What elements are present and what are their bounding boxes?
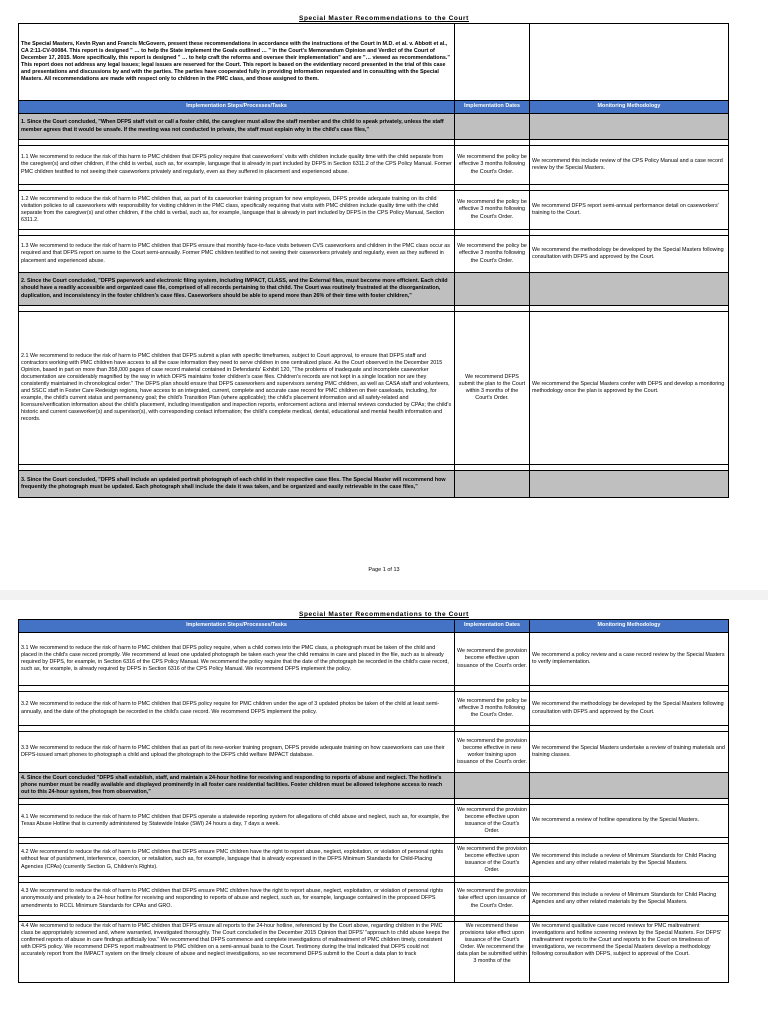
recommendation-row [19, 312, 729, 465]
date-4-3: We recommend the provision take effect upon issuance of the Court's Order. [455, 883, 530, 916]
recommendation-3-2: 3.2 We recommend to reduce the risk of harm to PMC children that DFPS policy require for PMC children under the age of 3 updated photos be taken of the child at least semi-annually, and the date of the photograph be recorded in the child's case record. We recommend DFPS implement the policy. [19, 692, 455, 726]
recommendation-3-1: 3.1 We recommend to reduce the risk of harm to PMC children that DFPS policy require, when a child comes into the PMC class, a photograph must be taken of the child and placed in the child's case record promptly. We recommend at least one updated photograph be taken each year the child remains in care and placed in the file, such as is already required by DFPS, for example, in Section 6316 of the CPS Policy Manual. We recommend the policy require that the date of the photograph be recorded in the child's case record, such as, for example, is already required by DFPS in Section 6316 of the CPS Policy Manual. We recommend DFPS implement the policy. [19, 633, 455, 686]
recommendation-row [19, 236, 729, 273]
recommendation-4-3: 4.3 We recommend to reduce the risk of harm to PMC children that DFPS ensure PMC children have the right to report abuse, neglect, exploitation, or violation of personal rights anonymously and privately to a 24-hour hotline for receiving and responding to reports of abuse and neglect, such as, for example, language contained in the proposed DFPS amendments to RCCL Minimum Standards for CPAs and GRO. [19, 883, 455, 916]
date-3-3: We recommend the provision become effective in new worker training upon issuance of the Court's order. [455, 732, 530, 773]
intro-paragraph: The Special Masters, Kevin Ryan and Francis McGovern, present these recommendations in accordance with the instructions of the Court in M.D. et al. v. Abbott et al., CA 2:11-CV-00084. This report is designed " … to help the State implement the Goals outlined … " in the Court's Memorandum Opinion and Verdict of the Court of December 17, 2015. More specifically, this report is designed " … to help craft the reforms and oversee their implementation" and are "… viewed as recommendations." This report does not address any legal issues; legal issues are reserved for the Court. This report is based on the evidentiary record presented in the trial of this case and presentations and discussions by and with the parties. The parties have cooperated fully in providing information requested and in consulting with the Special Masters. All recommendations are made with respect only to children in the PMC class, and those assigned to them. [19, 24, 455, 101]
header-steps: Implementation Steps/Processes/Tasks [19, 620, 455, 633]
monitoring-4-2: We recommend this include a review of Minimum Standards for Child Placing Agencies and any other related materials by the Special Masters. [530, 844, 729, 877]
date-3-1: We recommend the provision become effective upon issuance of the Court's order. [455, 633, 530, 686]
recommendation-3-3: 3.3 We recommend to reduce the risk of harm to PMC children that as part of its new-worker training program, DFPS provide adequate training on how caseworkers can use their DFPS-issued smart phones to photograph a child and upload the photograph to the DFPS child welfare IMPACT database. [19, 732, 455, 773]
header-monitoring: Monitoring Methodology [530, 101, 729, 114]
recommendations-table-page-1 [18, 23, 729, 498]
recommendation-1-2: 1.2 We recommend to reduce the risk of harm to PMC children that, as part of its caseworker training program for new employees, DFPS provide adequate training on its child visitation policies to all caseworkers with responsibility for visiting children in the PMC class, specifically requiring that visits with PMC children include quality time with the child separate from the caregiver(s) and other children, if the child is verbal, such as, for example, language that is already in part included by DFPS in the CPS Policy Manual, Section 6311.2. [19, 191, 455, 230]
recommendation-row [19, 191, 729, 230]
recommendation-row [19, 805, 729, 838]
finding-row [19, 471, 729, 498]
header-dates: Implementation Dates [455, 620, 530, 633]
recommendation-row [19, 146, 729, 185]
finding-row [19, 114, 729, 140]
recommendation-2-1: 2.1 We recommend to reduce the risk of harm to PMC children that DFPS submit a plan with specific timeframes, subject to Court approval, to ensure that DFPS staff and contractors working with PMC children have access to all the case information they need to serve children in one centralized place. As the Court observed in the December 2015 Opinion, based in part on more than 358,000 pages of case record material contained in Defendants' Exhibit 120, "The problems of inadequate and incomplete caseworker documentation are considerably magnified by the way in which DFPS maintains foster children's case files. Children's records are not kept in a single location nor are they consistently maintained in chronological order." The DFPS plan should ensure that DFPS caseworkers and supervisors serving PMC children, as well as CASA staff and volunteers, and SSCC staff in Foster Care Redesign regions, have access to an integrated, current, complete and accurate case record for PMC children on their caseloads, including, for example, the child's current status and permanency goal; the child's Transition Plan (where applicable); the child's placement information and all safety-related and licensure/verification information about the child's placement, including investigation and inspection reports, enforcement actions and internal reviews conducted by CPAs; the child's historic and current caseworker(s) and supervisor(s), with corresponding contact information; the child's complete medical, dental, educational and mental health information and records. [19, 312, 455, 465]
date-1-3: We recommend the policy be effective 3 months following the Court's Order. [455, 236, 530, 273]
recommendation-1-3: 1.3 We recommend to reduce the risk of harm to PMC children that DFPS ensure that monthly face-to-face visits between CVS caseworkers and children in the PMC class occur as required and that DFPS report on same to the Court semi-annually. Former PMC children testified to not seeing their caseworkers privately and regularly, even as they suffered in placement and experienced abuse. [19, 236, 455, 273]
finding-3: 3. Since the Court concluded, "DFPS shall include an updated portrait photograph of each child in their respective case files. The Special Master will recommend how frequently the photograph must be updated. Each photograph shall include the date it was taken, and be organized and easily retrievable in the case files," [19, 471, 455, 498]
header-steps: Implementation Steps/Processes/Tasks [19, 101, 455, 114]
monitoring-3-2: We recommend the methodology be developed by the Special Masters following consultation with DFPS and approved by the Court. [530, 692, 729, 726]
recommendation-4-2: 4.2 We recommend to reduce the risk of harm to PMC children that DFPS ensure PMC children have the right to report abuse, neglect, exploitation, or violation of personal rights without fear of punishment, interference, coercion, or retaliation, such as, for example, language that is already expressed in the DFPS Minimum Standards for Child-Placing Agencies (CPAs) (currently Section G, Children's Rights). [19, 844, 455, 877]
finding-1: 1. Since the Court concluded, "When DFPS staff visit or call a foster child, the caregiver must allow the staff member and the child to speak privately, unless the staff member agrees that it would be unsafe. If the meeting was not conducted in private, the staff must explain why in the child's case files," [19, 114, 455, 140]
recommendation-row [19, 633, 729, 686]
recommendation-row [19, 844, 729, 877]
date-4-2: We recommend the provision become effective upon issuance of the Court's Order. [455, 844, 530, 877]
recommendation-row [19, 692, 729, 726]
document-title: Special Master Recommendations to the Court [299, 15, 469, 22]
date-1-1: We recommend the policy be effective 3 months following the Court's Order. [455, 146, 530, 185]
page-2 [0, 600, 768, 1024]
date-2-1: We recommend DFPS submit the plan to the Court within 3 months of the Court's Order. [455, 312, 530, 465]
table-header-row [19, 620, 729, 633]
monitoring-4-3: We recommend this include a review of Minimum Standards for Child Placing Agencies and any other related materials by the Special Masters. [530, 883, 729, 916]
finding-4: 4. Since the Court concluded "DFPS shall establish, staff, and maintain a 24-hour hotline for receiving and responding to reports of abuse and neglect. The hotline's phone number must be readily available and displayed prominently in all foster care residential facilities. Foster children must be allowed telephone access to reach out to this 24-hour system, free from observation," [19, 773, 455, 799]
header-dates: Implementation Dates [455, 101, 530, 114]
monitoring-3-1: We recommend a policy review and a case record review by the Special Masters to verify implementation. [530, 633, 729, 686]
recommendation-row [19, 732, 729, 773]
document-title: Special Master Recommendations to the Court [299, 611, 469, 618]
recommendation-1-1: 1.1 We recommend to reduce the risk of this harm to PMC children that DFPS policy require that caseworkers' visits with children include quality time with the child separate from the caregiver(s) and other children, if the child is verbal, such as, for example, language that is already in part included by DFPS in Section 6311.2 of the CPS Policy Manual. Former PMC children testified to not seeing their caseworkers privately and regularly, even as they suffered in placement and experienced abuse. [19, 146, 455, 185]
date-4-1: We recommend the provision become effective upon issuance of the Court's Order. [455, 805, 530, 838]
date-3-2: We recommend the policy be effective 3 months following the Court's Order. [455, 692, 530, 726]
monitoring-2-1: We recommend the Special Masters confer with DFPS and develop a monitoring methodology once the plan is approved by the Court. [530, 312, 729, 465]
monitoring-1-2: We recommend DFPS report semi-annual performance detail on caseworkers' training to the Court. [530, 191, 729, 230]
finding-row [19, 773, 729, 799]
monitoring-4-1: We recommend a review of hotline operations by the Special Masters. [530, 805, 729, 838]
table-header-row [19, 101, 729, 114]
recommendation-row [19, 883, 729, 916]
header-monitoring: Monitoring Methodology [530, 620, 729, 633]
finding-row [19, 273, 729, 306]
monitoring-4-4: We recommend qualitative case record reviews for PMC maltreatment investigations and hotline screening reviews by the Special Masters. For DFPS' maltreatment reports to the Court and reports to the Court on timeliness of investigations, we recommend the Special Masters develop a methodology following consultation with DFPS, subject to approval of the Court. [530, 922, 729, 983]
recommendations-table-page-2 [18, 619, 729, 983]
date-4-4: We recommend these provisions take effect upon issuance of the Court's Order. We recommend the data plan be submitted within 3 months of the [455, 922, 530, 983]
monitoring-1-3: We recommend the methodology be developed by the Special Masters following consultation with DFPS and approved by the Court. [530, 236, 729, 273]
monitoring-3-3: We recommend the Special Masters undertake a review of training materials and training classes. [530, 732, 729, 773]
page-number: Page 1 of 13 [368, 567, 400, 573]
date-1-2: We recommend the policy be effective 3 months following the Court's Order. [455, 191, 530, 230]
recommendation-4-1: 4.1 We recommend to reduce the risk of harm to PMC children that DFPS operate a statewide reporting system for allegations of child abuse and neglect, such as, for example, the Texas Abuse Hotline that is currently administered by Statewide Intake (SWI) 24 hours a day, 7 days a week. [19, 805, 455, 838]
recommendation-4-4: 4.4 We recommend to reduce the risk of harm to PMC children that DFPS ensure all reports to the 24-hour hotline, referenced by the Court above, regarding children in the PMC class be appropriately screened and, where warranted, investigated thoroughly. The Court concluded in the December 2015 Opinion that DFPS' "approach to child abuse keeps the confirmed reports of abuse in care findings artificially low." We recommend that DFPS commence and complete investigations of maltreatment of PMC children timely, consistent with DFPS policy. We recommend DFPS report maltreatment to PMC children on a semi-annual basis to the Court. Testimony during the trial indicated that DFPS could not accurately report from the IMPACT system on the timely closure of abuse and neglect investigations, so we recommend DFPS submit to the Court a data plan to track [19, 922, 455, 983]
monitoring-1-1: We recommend this include review of the CPS Policy Manual and a case record review by the Special Masters. [530, 146, 729, 185]
finding-2: 2. Since the Court concluded, "DFPS paperwork and electronic filing system, including IMPACT, CLASS, and the External files, must become more efficient. Each child should have a readily accessible and organized case file, comprised of all records pertaining to that child. The Court was routinely frustrated at the disorganization, duplication, and inconsistency in the foster children's case files. Caseworkers should be able to spend more than 26% of their time with foster children," [19, 273, 455, 306]
recommendation-row [19, 922, 729, 983]
